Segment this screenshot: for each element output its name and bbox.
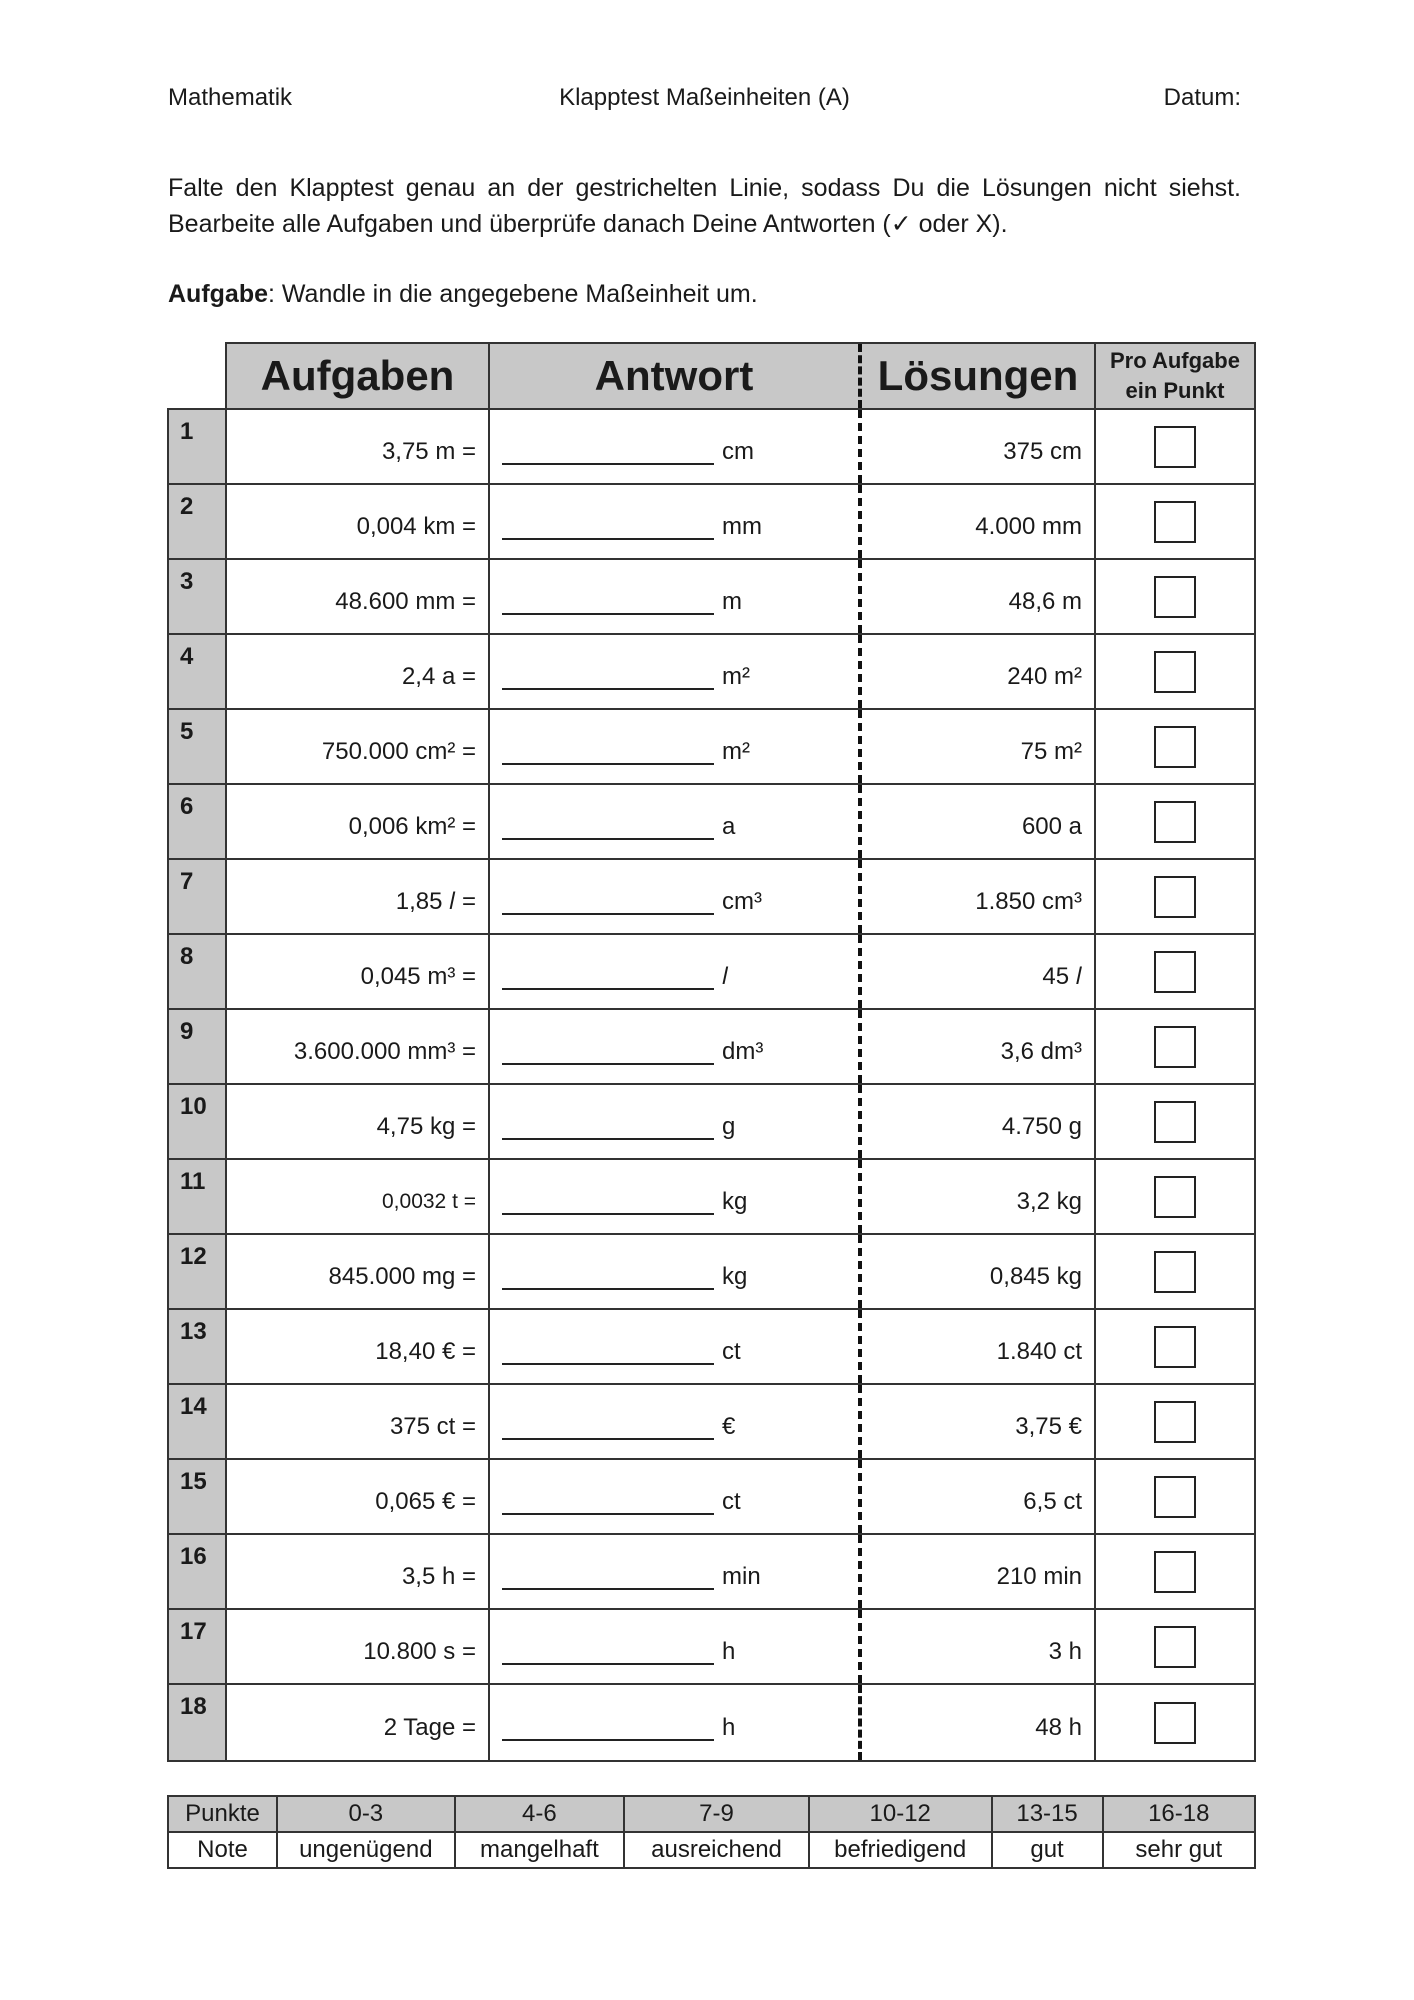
solution-value: 48,6 m	[862, 560, 1096, 633]
answer-cell	[490, 710, 862, 783]
answer-unit: m²	[722, 737, 750, 765]
answer-cell	[490, 485, 862, 558]
row-number: 18	[169, 1685, 227, 1760]
points-range: 16-18	[1103, 1796, 1255, 1832]
check-cell	[1096, 410, 1254, 483]
score-checkbox[interactable]	[1154, 576, 1196, 618]
task-expression: 0,0032 t =	[227, 1160, 490, 1233]
answer-blank[interactable]	[502, 1715, 714, 1741]
answer-cell	[490, 1610, 862, 1683]
table-row	[169, 1160, 1254, 1235]
answer-unit: h	[722, 1713, 736, 1741]
table-row	[169, 1385, 1254, 1460]
row-number: 11	[169, 1160, 227, 1233]
solution-value: 600 a	[862, 785, 1096, 858]
points-range: 10-12	[809, 1796, 992, 1832]
task-expression: 845.000 mg =	[227, 1235, 490, 1308]
row-number: 3	[169, 560, 227, 633]
row-number: 6	[169, 785, 227, 858]
score-checkbox[interactable]	[1154, 1326, 1196, 1368]
check-cell	[1096, 1310, 1254, 1383]
answer-unit: ct	[722, 1487, 741, 1515]
answer-blank[interactable]	[502, 889, 714, 915]
subject-label: Mathematik	[168, 84, 293, 111]
answer-cell	[490, 860, 862, 933]
grading-table	[167, 1795, 1256, 1869]
answer-cell	[490, 1160, 862, 1233]
row-number: 4	[169, 635, 227, 708]
table-row	[169, 860, 1254, 935]
table-row	[169, 485, 1254, 560]
answer-blank[interactable]	[502, 964, 714, 990]
table-row	[169, 635, 1254, 710]
answer-blank[interactable]	[502, 1414, 714, 1440]
task-expression: 0,004 km =	[227, 485, 490, 558]
answer-unit: g	[722, 1112, 736, 1140]
check-cell	[1096, 1460, 1254, 1533]
points-range: 13-15	[992, 1796, 1103, 1832]
header-points-line1: Pro Aufgabe	[1110, 348, 1240, 373]
score-checkbox[interactable]	[1154, 1251, 1196, 1293]
table-row	[169, 1085, 1254, 1160]
answer-blank[interactable]	[502, 1114, 714, 1140]
table-row	[169, 935, 1254, 1010]
solution-value: 210 min	[862, 1535, 1096, 1608]
task-expression: 3,75 m =	[227, 410, 490, 483]
answer-blank[interactable]	[502, 664, 714, 690]
header-tasks: Aufgaben	[227, 344, 490, 408]
solution-value: 45 𝑙	[862, 935, 1096, 1008]
score-checkbox[interactable]	[1154, 501, 1196, 543]
check-cell	[1096, 635, 1254, 708]
task-description	[168, 276, 1241, 312]
row-number: 9	[169, 1010, 227, 1083]
score-checkbox[interactable]	[1154, 1626, 1196, 1668]
table-header	[225, 342, 1256, 408]
answer-blank[interactable]	[502, 514, 714, 540]
points-row	[168, 1796, 1255, 1832]
table-row	[169, 1460, 1254, 1535]
table-row	[169, 1010, 1254, 1085]
answer-blank[interactable]	[502, 1339, 714, 1365]
grade-value: mangelhaft	[455, 1832, 625, 1868]
check-cell	[1096, 1235, 1254, 1308]
answer-unit: dm³	[722, 1037, 764, 1065]
solution-value: 3 h	[862, 1610, 1096, 1683]
row-number: 2	[169, 485, 227, 558]
task-expression: 4,75 kg =	[227, 1085, 490, 1158]
answer-unit: cm	[722, 437, 754, 465]
task-expression: 0,006 km² =	[227, 785, 490, 858]
answer-unit: cm³	[722, 887, 762, 915]
answer-unit: 𝑙	[722, 962, 729, 990]
solution-value: 0,845 kg	[862, 1235, 1096, 1308]
answer-blank[interactable]	[502, 439, 714, 465]
answer-cell	[490, 935, 862, 1008]
solution-value: 75 m²	[862, 710, 1096, 783]
task-expression: 0,065 € =	[227, 1460, 490, 1533]
task-expression: 1,85 𝑙 =	[227, 860, 490, 933]
header-points	[1096, 344, 1254, 408]
solution-value: 4.750 g	[862, 1085, 1096, 1158]
solution-value: 3,2 kg	[862, 1160, 1096, 1233]
score-checkbox[interactable]	[1154, 1476, 1196, 1518]
score-checkbox[interactable]	[1154, 1401, 1196, 1443]
table-row	[169, 710, 1254, 785]
task-expression: 2 Tage =	[227, 1685, 490, 1760]
score-checkbox[interactable]	[1154, 1101, 1196, 1143]
answer-blank[interactable]	[502, 1639, 714, 1665]
page-header	[168, 84, 1241, 116]
check-cell	[1096, 1385, 1254, 1458]
task-expression: 10.800 s =	[227, 1610, 490, 1683]
table-row	[169, 785, 1254, 860]
task-expression: 2,4 a =	[227, 635, 490, 708]
answer-blank[interactable]	[502, 1039, 714, 1065]
points-range: 4-6	[455, 1796, 625, 1832]
document-title: Klapptest Maßeinheiten (A)	[559, 84, 850, 111]
grade-value: gut	[992, 1832, 1103, 1868]
grade-value: ungenügend	[277, 1832, 455, 1868]
header-solutions: Lösungen	[862, 344, 1096, 408]
task-expression: 750.000 cm² =	[227, 710, 490, 783]
check-cell	[1096, 1085, 1254, 1158]
header-points-line2: ein Punkt	[1125, 378, 1225, 403]
answer-cell	[490, 1010, 862, 1083]
score-checkbox[interactable]	[1154, 1702, 1196, 1744]
solution-value: 1.840 ct	[862, 1310, 1096, 1383]
grade-label: Note	[168, 1832, 277, 1868]
answer-unit: mm	[722, 512, 762, 540]
solution-value: 3,6 dm³	[862, 1010, 1096, 1083]
row-number: 13	[169, 1310, 227, 1383]
answer-unit: ct	[722, 1337, 741, 1365]
answer-cell	[490, 410, 862, 483]
answer-cell	[490, 1310, 862, 1383]
table-body	[167, 408, 1256, 1762]
score-checkbox[interactable]	[1154, 426, 1196, 468]
answer-cell	[490, 1535, 862, 1608]
header-answer: Antwort	[490, 344, 862, 408]
points-range: 0-3	[277, 1796, 455, 1832]
row-number: 5	[169, 710, 227, 783]
solution-value: 3,75 €	[862, 1385, 1096, 1458]
table-row	[169, 1235, 1254, 1310]
table-row	[169, 410, 1254, 485]
task-expression: 18,40 € =	[227, 1310, 490, 1383]
task-label: Aufgabe	[168, 280, 268, 308]
row-number: 1	[169, 410, 227, 483]
solution-value: 240 m²	[862, 635, 1096, 708]
table-row	[169, 1535, 1254, 1610]
task-expression: 3,5 h =	[227, 1535, 490, 1608]
check-cell	[1096, 710, 1254, 783]
score-checkbox[interactable]	[1154, 876, 1196, 918]
table-row	[169, 1685, 1254, 1760]
score-checkbox[interactable]	[1154, 1026, 1196, 1068]
grade-value: sehr gut	[1103, 1832, 1255, 1868]
check-cell	[1096, 1685, 1254, 1760]
table-row	[169, 560, 1254, 635]
answer-unit: h	[722, 1637, 736, 1665]
answer-cell	[490, 1085, 862, 1158]
solution-value: 48 h	[862, 1685, 1096, 1760]
answer-cell	[490, 1460, 862, 1533]
row-number: 14	[169, 1385, 227, 1458]
check-cell	[1096, 935, 1254, 1008]
instructions-text: Falte den Klapptest genau an der gestrichelten Linie, sodass Du die Lösungen nicht siehst. Bearbeite alle Aufgaben und überprüfe danach Deine Antworten (✓ oder X).	[168, 174, 1241, 238]
row-number: 16	[169, 1535, 227, 1608]
row-number: 7	[169, 860, 227, 933]
score-checkbox[interactable]	[1154, 726, 1196, 768]
solution-value: 1.850 cm³	[862, 860, 1096, 933]
points-label: Punkte	[168, 1796, 277, 1832]
answer-cell	[490, 560, 862, 633]
answer-unit: m²	[722, 662, 750, 690]
answer-blank[interactable]	[502, 1189, 714, 1215]
answer-unit: €	[722, 1412, 736, 1440]
task-expression: 48.600 mm =	[227, 560, 490, 633]
answer-blank[interactable]	[502, 1564, 714, 1590]
points-range: 7-9	[624, 1796, 809, 1832]
answer-cell	[490, 1685, 862, 1760]
task-expression: 375 ct =	[227, 1385, 490, 1458]
answer-unit: kg	[722, 1262, 748, 1290]
score-checkbox[interactable]	[1154, 951, 1196, 993]
task-expression: 3.600.000 mm³ =	[227, 1010, 490, 1083]
answer-unit: m	[722, 587, 742, 615]
score-checkbox[interactable]	[1154, 801, 1196, 843]
grade-value: befriedigend	[809, 1832, 992, 1868]
check-cell	[1096, 1010, 1254, 1083]
answer-unit: a	[722, 812, 736, 840]
score-checkbox[interactable]	[1154, 1176, 1196, 1218]
answer-blank[interactable]	[502, 1489, 714, 1515]
answer-cell	[490, 1385, 862, 1458]
answer-cell	[490, 785, 862, 858]
row-number: 8	[169, 935, 227, 1008]
table-row	[169, 1610, 1254, 1685]
answer-blank[interactable]	[502, 739, 714, 765]
task-text: : Wandle in die angegebene Maßeinheit um.	[268, 280, 758, 308]
answer-blank[interactable]	[502, 1264, 714, 1290]
exercise-table	[167, 342, 1256, 1762]
score-checkbox[interactable]	[1154, 1551, 1196, 1593]
check-cell	[1096, 785, 1254, 858]
answer-cell	[490, 635, 862, 708]
grades-row	[168, 1832, 1255, 1868]
solution-value: 375 cm	[862, 410, 1096, 483]
row-number: 15	[169, 1460, 227, 1533]
answer-blank[interactable]	[502, 814, 714, 840]
grade-value: ausreichend	[624, 1832, 809, 1868]
task-expression: 0,045 m³ =	[227, 935, 490, 1008]
check-cell	[1096, 485, 1254, 558]
check-cell	[1096, 1535, 1254, 1608]
row-number: 10	[169, 1085, 227, 1158]
check-cell	[1096, 860, 1254, 933]
row-number: 12	[169, 1235, 227, 1308]
check-cell	[1096, 1160, 1254, 1233]
answer-cell	[490, 1235, 862, 1308]
check-cell	[1096, 560, 1254, 633]
answer-unit: kg	[722, 1187, 748, 1215]
solution-value: 6,5 ct	[862, 1460, 1096, 1533]
table-row	[169, 1310, 1254, 1385]
answer-blank[interactable]	[502, 589, 714, 615]
answer-unit: min	[722, 1562, 761, 1590]
solution-value: 4.000 mm	[862, 485, 1096, 558]
check-cell	[1096, 1610, 1254, 1683]
score-checkbox[interactable]	[1154, 651, 1196, 693]
row-number: 17	[169, 1610, 227, 1683]
date-label: Datum:	[1163, 84, 1241, 111]
